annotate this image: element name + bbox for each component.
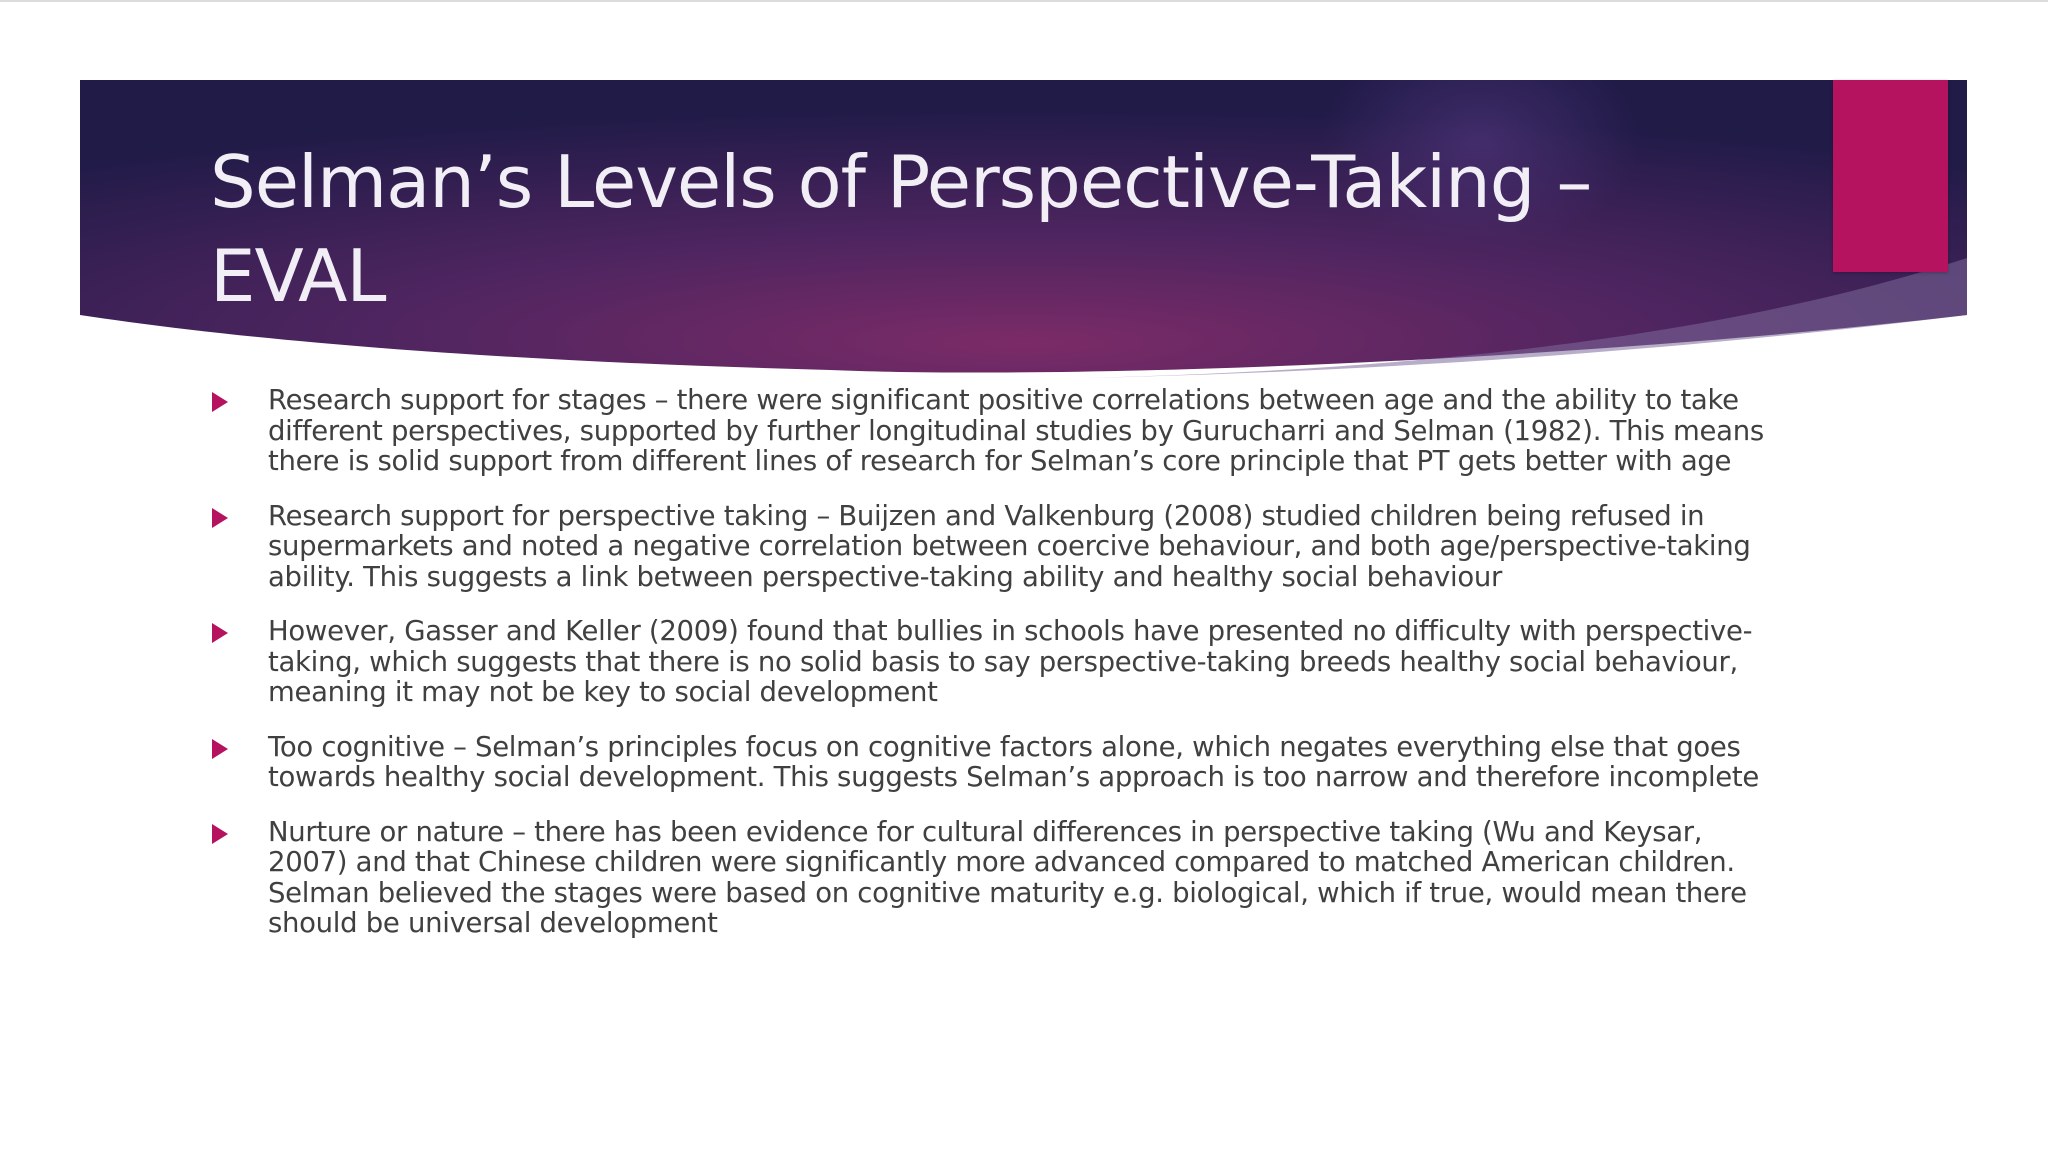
bullet-item — [210, 616, 1770, 708]
triangle-bullet-icon — [212, 392, 228, 412]
triangle-bullet-icon — [212, 623, 228, 643]
bullet-item — [210, 817, 1770, 939]
slide-title: Selman’s Levels of Perspective-Taking – EVAL — [210, 140, 1592, 318]
bullet-text: Nurture or nature – there has been evidence for cultural differences in perspective taking (Wu and Keysar, 2007) and that Chinese children were significantly more advanced compared to matched American children. Selman believed the stages were based on cognitive maturity e.g. biological, which if true, would mean there should be universal development — [268, 815, 1747, 939]
triangle-bullet-icon — [212, 824, 228, 844]
bullet-item — [210, 385, 1770, 477]
bullet-item — [210, 732, 1770, 793]
bullet-text: Research support for stages – there were significant positive correlations between age and the ability to take different perspectives, supported by further longitudinal studies by Gurucharri and Selman (1982). This means there is solid support from different lines of research for Selman’s core principle that PT gets better with age — [268, 384, 1764, 477]
triangle-bullet-icon — [212, 739, 228, 759]
bullet-item — [210, 501, 1770, 593]
triangle-bullet-icon — [212, 508, 228, 528]
top-divider — [0, 0, 2048, 2]
bullet-text: However, Gasser and Keller (2009) found that bullies in schools have presented no difficulty with perspective-taking, which suggests that there is no solid basis to say perspective-taking breeds healthy social behaviour, meaning it may not be key to social development — [268, 615, 1753, 708]
slide — [80, 80, 1967, 1152]
bullet-text: Too cognitive – Selman’s principles focus on cognitive factors alone, which negates everything else that goes towards healthy social development. This suggests Selman’s approach is too narrow and therefore incomplete — [268, 730, 1760, 793]
bullet-text: Research support for perspective taking – Buijzen and Valkenburg (2008) studied children being refused in supermarkets and noted a negative correlation between coercive behaviour, and both age/perspective-taking ability. This suggests a link between perspective-taking ability and healthy social behaviour — [268, 499, 1751, 593]
accent-tab — [1833, 80, 1948, 272]
bullet-list — [210, 385, 1770, 963]
